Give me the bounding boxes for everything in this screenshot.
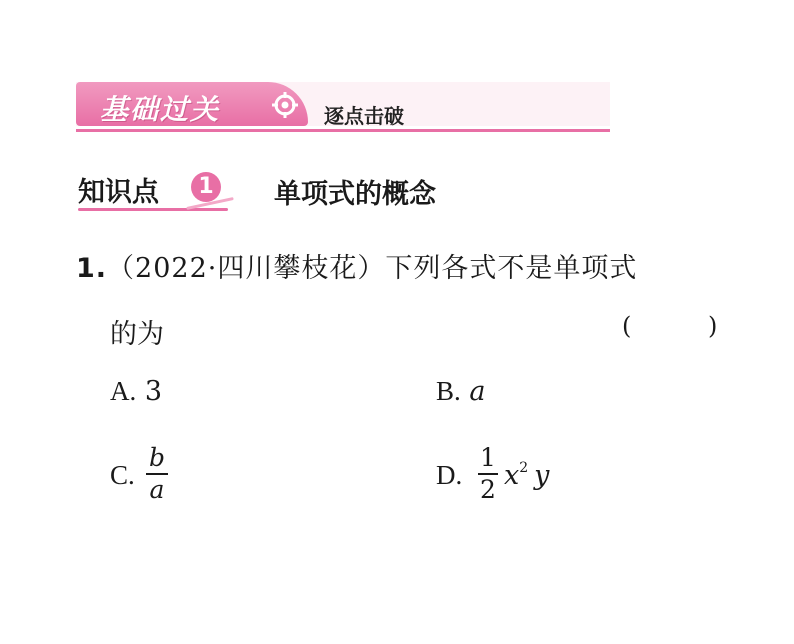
banner-title: 基础过关 bbox=[100, 93, 221, 126]
option-d-term bbox=[504, 460, 549, 491]
option-a-letter: A. bbox=[110, 376, 137, 406]
option-c-numerator: b bbox=[148, 443, 165, 472]
section-banner bbox=[76, 82, 610, 134]
option-d-var-x: x bbox=[504, 460, 520, 491]
option-a-value: 3 bbox=[144, 376, 163, 407]
option-d-var-y: y bbox=[534, 460, 550, 491]
knowledge-point-label: 知识点 bbox=[78, 177, 159, 208]
knowledge-point-title: 单项式的概念 bbox=[274, 179, 436, 210]
knowledge-point-tag bbox=[78, 170, 248, 214]
option-c-fraction bbox=[146, 444, 168, 504]
option-d[interactable] bbox=[436, 460, 462, 491]
banner-underline bbox=[76, 129, 610, 132]
option-c[interactable] bbox=[110, 460, 135, 491]
target-icon bbox=[272, 92, 298, 118]
question-text-1: 下列各式不是单项式 bbox=[385, 253, 638, 284]
option-d-numerator: 1 bbox=[480, 443, 496, 472]
answer-bracket-open[interactable]: ( bbox=[622, 312, 632, 340]
banner-subtitle: 逐点击破 bbox=[324, 104, 404, 128]
question-line-2: 的为 bbox=[110, 319, 164, 350]
knowledge-point-number: 1 bbox=[191, 172, 221, 202]
question-number: 1. bbox=[76, 253, 108, 284]
option-a[interactable] bbox=[110, 376, 162, 407]
option-b-value: a bbox=[469, 376, 486, 407]
option-d-exponent: 2 bbox=[519, 460, 529, 476]
knowledge-point-underline bbox=[78, 208, 228, 211]
option-d-denominator: 2 bbox=[480, 475, 496, 504]
question-line-1 bbox=[76, 246, 637, 285]
answer-bracket-close: ) bbox=[708, 312, 718, 340]
option-b-letter: B. bbox=[436, 376, 461, 406]
option-c-letter: C. bbox=[110, 460, 135, 490]
option-d-letter: D. bbox=[436, 460, 463, 490]
option-c-denominator: a bbox=[149, 475, 165, 504]
option-d-fraction bbox=[478, 444, 498, 504]
question-source: （2022·四川攀枝花） bbox=[107, 253, 386, 284]
option-b[interactable] bbox=[436, 376, 485, 407]
